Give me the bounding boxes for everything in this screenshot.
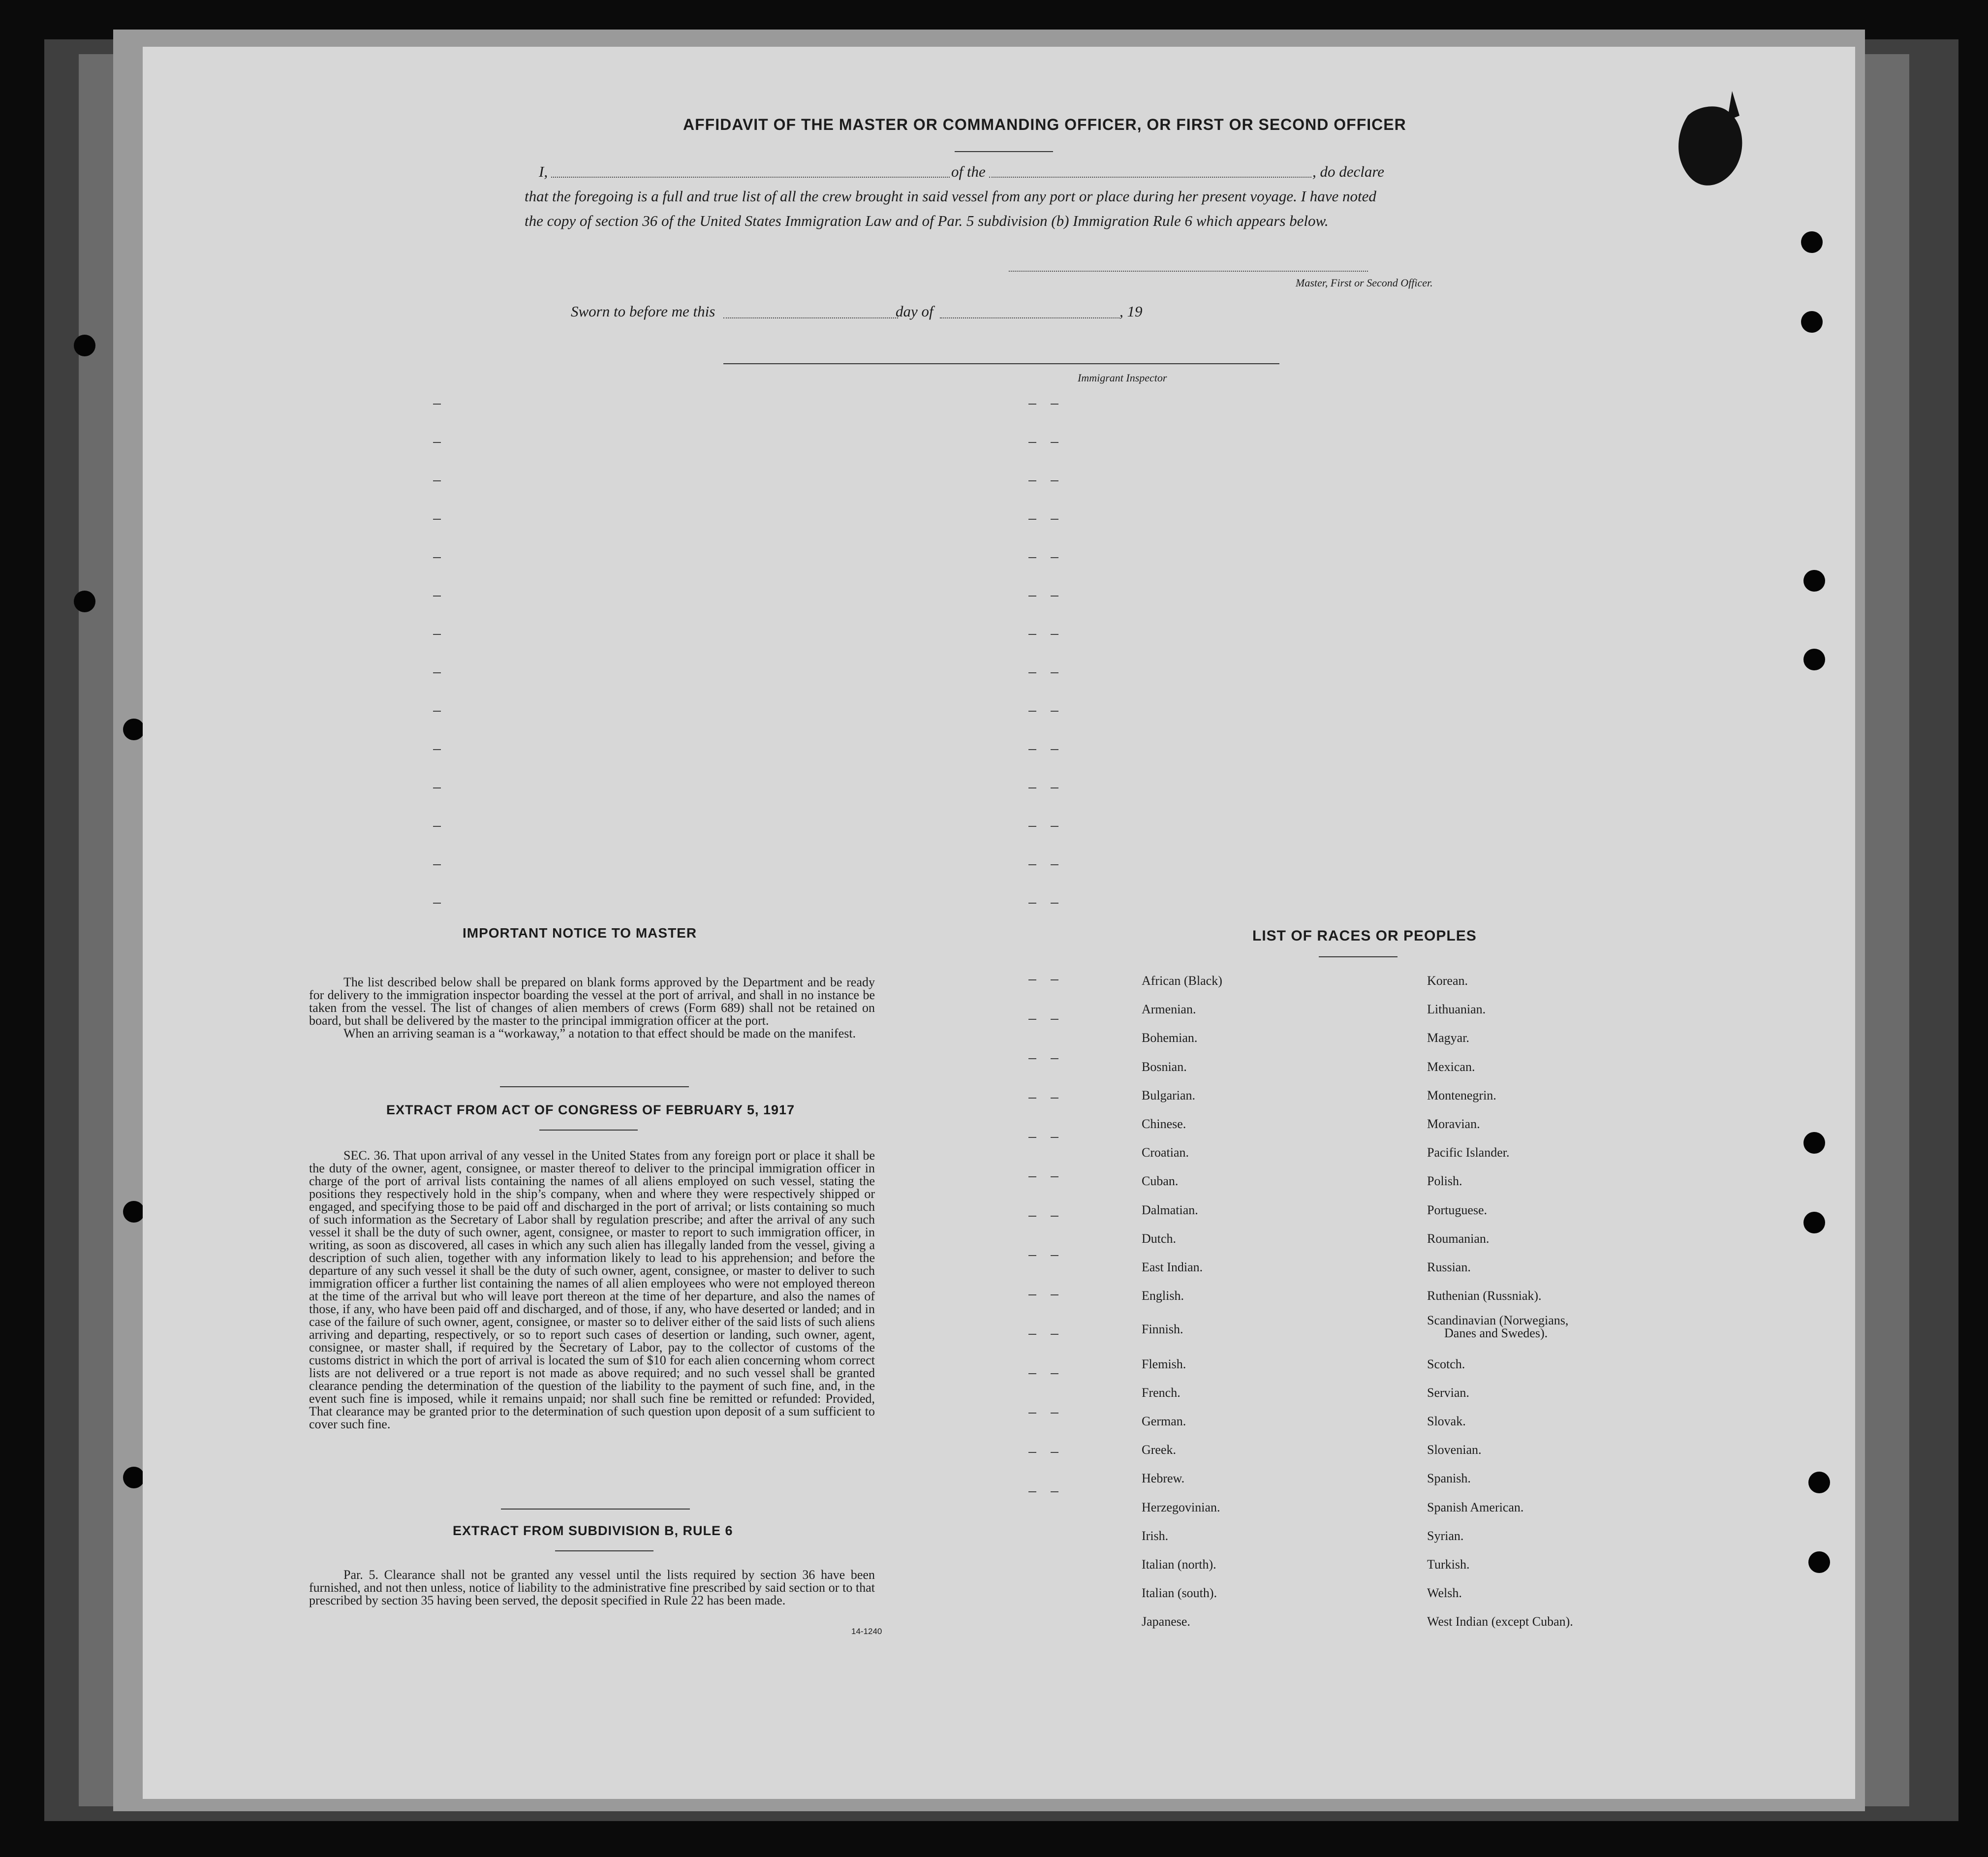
race-item: Cuban. [1142,1174,1179,1189]
manifest-back-page [143,47,1855,1799]
section-rule [1319,956,1398,957]
race-item: Pacific Islander. [1427,1145,1510,1160]
dash-mark [1051,1137,1058,1138]
race-item: Irish. [1142,1528,1169,1543]
day-blank [723,317,898,318]
race-item: Welsh. [1427,1586,1462,1601]
dash-mark [1051,711,1058,712]
dash-mark [1028,1098,1036,1099]
dash-mark [1051,1255,1058,1256]
dash-mark [1051,787,1058,788]
binder-hole [1808,1551,1830,1573]
binder-hole [123,719,145,740]
year-text: , 19 [1119,303,1143,320]
dash-mark [1028,596,1036,597]
act-extract-text [309,1149,875,1431]
dash-mark [1051,864,1058,865]
par-5-text: Par. 5. Clearance shall not be granted any vessel until the lists required by section 36 have been furnished, and not then unless, notice of liability to the administrative fine prescribed by said section or to that prescribed by section 35 having been served, the deposit specified in Rule 22 has been made. [309,1568,875,1607]
affidavit-of-the: of the [951,163,986,180]
dash-mark [1051,1294,1058,1295]
dash-mark [1028,1334,1036,1335]
race-item: Slovak. [1427,1414,1466,1428]
rule-extract-title: EXTRACT FROM SUBDIVISION B, RULE 6 [453,1523,733,1538]
section-rule [501,1509,690,1510]
race-item: Syrian. [1427,1528,1464,1543]
dash-mark [1051,1058,1058,1059]
dash-mark [1028,519,1036,520]
dash-mark [1028,826,1036,827]
dash-mark [1051,1176,1058,1177]
race-item: Finnish. [1142,1322,1183,1337]
race-item: Montenegrin. [1427,1088,1496,1102]
dash-mark [1028,1294,1036,1295]
dash-mark [1028,903,1036,904]
race-item: West Indian (except Cuban). [1427,1614,1573,1629]
dash-mark [433,557,441,558]
signature-blank [1009,271,1368,272]
race-item: Slovenian. [1427,1443,1482,1457]
races-title: LIST OF RACES OR PEOPLES [1252,928,1477,944]
ink-blot-mark [1668,86,1752,209]
race-item: Croatian. [1142,1145,1189,1160]
notice-text [309,976,875,1040]
affidavit-line3: the copy of section 36 of the United States Immigration Law and of Par. 5 subdivision (b) Immigration Rule 6 which appears below. [525,212,1329,229]
race-item: French. [1142,1385,1180,1400]
race-item: German. [1142,1414,1186,1428]
race-item: Mexican. [1427,1059,1475,1074]
affidavit-line2: that the foregoing is a full and true list of all the crew brought in said vessel from any port or place during her present voyage. I have noted [525,188,1376,205]
race-item: Dutch. [1142,1231,1177,1246]
dash-mark [433,903,441,904]
race-item: Bosnian. [1142,1059,1187,1074]
dash-mark [1051,826,1058,827]
race-item: Chinese. [1142,1117,1186,1131]
section-rule [555,1550,653,1551]
dash-mark [1028,864,1036,865]
dash-mark [1051,979,1058,980]
dash-mark [1028,1216,1036,1217]
race-item: Spanish American. [1427,1500,1524,1514]
rule-extract-text [309,1569,875,1607]
dash-mark [1028,480,1036,481]
race-item: Bulgarian. [1142,1088,1196,1102]
race-item: Italian (north). [1142,1557,1216,1572]
signature-label: Master, First or Second Officer. [1296,277,1433,289]
dash-mark [1051,404,1058,405]
dash-mark [1028,749,1036,750]
dash-mark [1051,519,1058,520]
notice-title: IMPORTANT NOTICE TO MASTER [463,925,697,941]
title-rule [955,151,1053,152]
dash-mark [1028,634,1036,635]
race-item: Moravian. [1427,1117,1480,1131]
dash-mark [1028,711,1036,712]
race-item: Roumanian. [1427,1231,1490,1246]
race-item: East Indian. [1142,1260,1203,1274]
dash-mark [1051,1216,1058,1217]
binder-hole [1801,231,1823,253]
race-item: Polish. [1427,1174,1462,1189]
dash-mark [1028,1019,1036,1020]
affidavit-i: I, [539,163,548,180]
race-item-continued: Danes and Swedes). [1444,1326,1548,1341]
dash-mark [1028,1413,1036,1414]
section-36-text: SEC. 36. That upon arrival of any vessel in the United States from any foreign port or place it shall be the duty of the owner, agent, consignee, or master thereof to deliver to the principal immigration officer in charge of the port of arrival lists containing the names of all aliens employed on such vessel, stating the positions they respectively hold in the ship’s company, when and where they were respectively shipped or engaged, and specifying those to be paid off and discharged in the port of arrival; or lists containing so much of such information as the Secretary of Labor shall by regulation prescribe; and after the arrival of any such vessel it shall be the duty of such owner, agent, consignee, or master to report to such immigration officer, in writing, as soon as discovered, all cases in which any such alien has illegally landed from the vessel, giving a description of such alien, together with any information likely to lead to his apprehension; and before the departure of any such vessel it shall be the duty of such owner, agent, consignee, or master to deliver to such immigration officer a further list containing the names of all alien employees who were not employed thereon at the time of the arrival but who will leave port thereon at the time of her departure, and also the names of those, if any, who have been paid off and discharged, and of those, if any, who have deserted or landed; and in case of the failure of such owner, agent, consignee, or master so to deliver either of the said lists of such aliens arriving and departing, respectively, or so to report such cases of desertion or landing, such owner, agent, consignee, or master shall, if required by the Secretary of Labor, pay to the collector of customs of the customs district in which the port of arrival is located the sum of $10 for each alien concerning whom correct lists are not delivered or a true report is not made as above required; and no such vessel shall be granted clearance pending the determination of the question of the liability to the payment of such fine, and, in the event such fine is imposed, while it remains unpaid; nor shall such fine be remitted or refunded: Provided, That clearance may be granted prior to the determination of such question upon deposit of a sum sufficient to cover such fine. [309,1148,875,1431]
race-item: African (Black) [1142,974,1222,988]
act-extract-title: EXTRACT FROM ACT OF CONGRESS OF FEBRUARY 5, 1917 [386,1102,795,1117]
dash-mark [1051,1019,1058,1020]
race-item: Magyar. [1427,1031,1469,1045]
dash-mark [1051,903,1058,904]
race-item: Armenian. [1142,1002,1196,1017]
dash-mark [433,787,441,788]
dash-mark [1051,1373,1058,1374]
race-item: Bohemian. [1142,1031,1198,1045]
dash-mark [433,519,441,520]
dash-mark [433,404,441,405]
binder-hole [123,1467,145,1488]
dash-mark [1028,442,1036,443]
dash-mark [433,826,441,827]
race-item: Scandinavian (Norwegians, [1427,1313,1569,1328]
dash-mark [1028,1058,1036,1059]
binder-hole [1808,1472,1830,1493]
section-rule [539,1130,638,1131]
inspector-label: Immigrant Inspector [1078,372,1167,384]
dash-mark [1051,1098,1058,1099]
dash-mark [433,596,441,597]
race-item: Japanese. [1142,1614,1190,1629]
race-item: Russian. [1427,1260,1471,1274]
dash-mark [1051,480,1058,481]
race-item: Servian. [1427,1385,1469,1400]
race-item: Portuguese. [1427,1202,1488,1217]
race-item: Korean. [1427,974,1468,988]
dash-mark [1028,1452,1036,1453]
binder-hole [123,1201,145,1223]
binder-hole [74,591,95,612]
dash-mark [1028,1491,1036,1492]
race-item: Scotch. [1427,1356,1465,1371]
vessel-blank [989,177,1311,178]
inspector-signature-line [723,363,1279,364]
month-blank [940,317,1119,318]
binder-hole [1803,1132,1825,1154]
dash-mark [1028,404,1036,405]
day-of-text: day of [896,303,933,320]
affidavit-declare: , do declare [1312,163,1385,180]
section-rule [500,1086,689,1087]
sworn-text: Sworn to before me this [571,303,715,320]
notice-paragraph-1: The list described below shall be prepared on blank forms approved by the Department and be ready for delivery to the immigration inspector boarding the vessel at the port of arrival, and shall in no instance be taken from the vessel. The list of changes of alien members of crews (Form 689) shall not be retained on board, but shall be delivered by the master to the principal immigration officer at the port. [309,975,875,1028]
dash-mark [433,442,441,443]
dash-mark [1051,1413,1058,1414]
race-item: Ruthenian (Russniak). [1427,1289,1542,1303]
dash-mark [1028,1373,1036,1374]
dash-mark [1028,1137,1036,1138]
race-item: Spanish. [1427,1471,1471,1486]
dash-mark [1051,672,1058,673]
dash-mark [1028,979,1036,980]
dash-mark [1051,596,1058,597]
dash-mark [1028,672,1036,673]
affidavit-title: AFFIDAVIT OF THE MASTER OR COMMANDING OFFICER, OR FIRST OR SECOND OFFICER [683,116,1406,133]
binder-hole [1801,311,1823,333]
dash-mark [1051,557,1058,558]
race-item: Greek. [1142,1443,1177,1457]
dash-mark [1051,1452,1058,1453]
race-item: Italian (south). [1142,1586,1217,1601]
dash-mark [433,711,441,712]
race-item: English. [1142,1289,1184,1303]
binder-hole [1803,1212,1825,1233]
dash-mark [1028,787,1036,788]
race-item: Dalmatian. [1142,1202,1198,1217]
race-item: Herzegovinian. [1142,1500,1220,1514]
dash-mark [1028,557,1036,558]
name-blank [551,177,950,178]
race-item: Hebrew. [1142,1471,1185,1486]
dash-mark [1051,634,1058,635]
race-item: Lithuanian. [1427,1002,1486,1017]
dash-mark [433,672,441,673]
binder-hole [1803,649,1825,670]
dash-mark [1051,442,1058,443]
dash-mark [433,749,441,750]
dash-mark [1051,1334,1058,1335]
race-item: Turkish. [1427,1557,1470,1572]
dash-mark [433,634,441,635]
form-number: 14-1240 [851,1627,882,1636]
dash-mark [433,864,441,865]
dash-mark [1028,1255,1036,1256]
race-item: Flemish. [1142,1356,1186,1371]
dash-mark [433,480,441,481]
dash-mark [1051,1491,1058,1492]
dash-mark [1051,749,1058,750]
binder-hole [1803,570,1825,592]
dash-mark [1028,1176,1036,1177]
notice-paragraph-2: When an arriving seaman is a “workaway,” a notation to that effect should be made on the manifest. [343,1026,856,1040]
binder-hole [74,335,95,356]
